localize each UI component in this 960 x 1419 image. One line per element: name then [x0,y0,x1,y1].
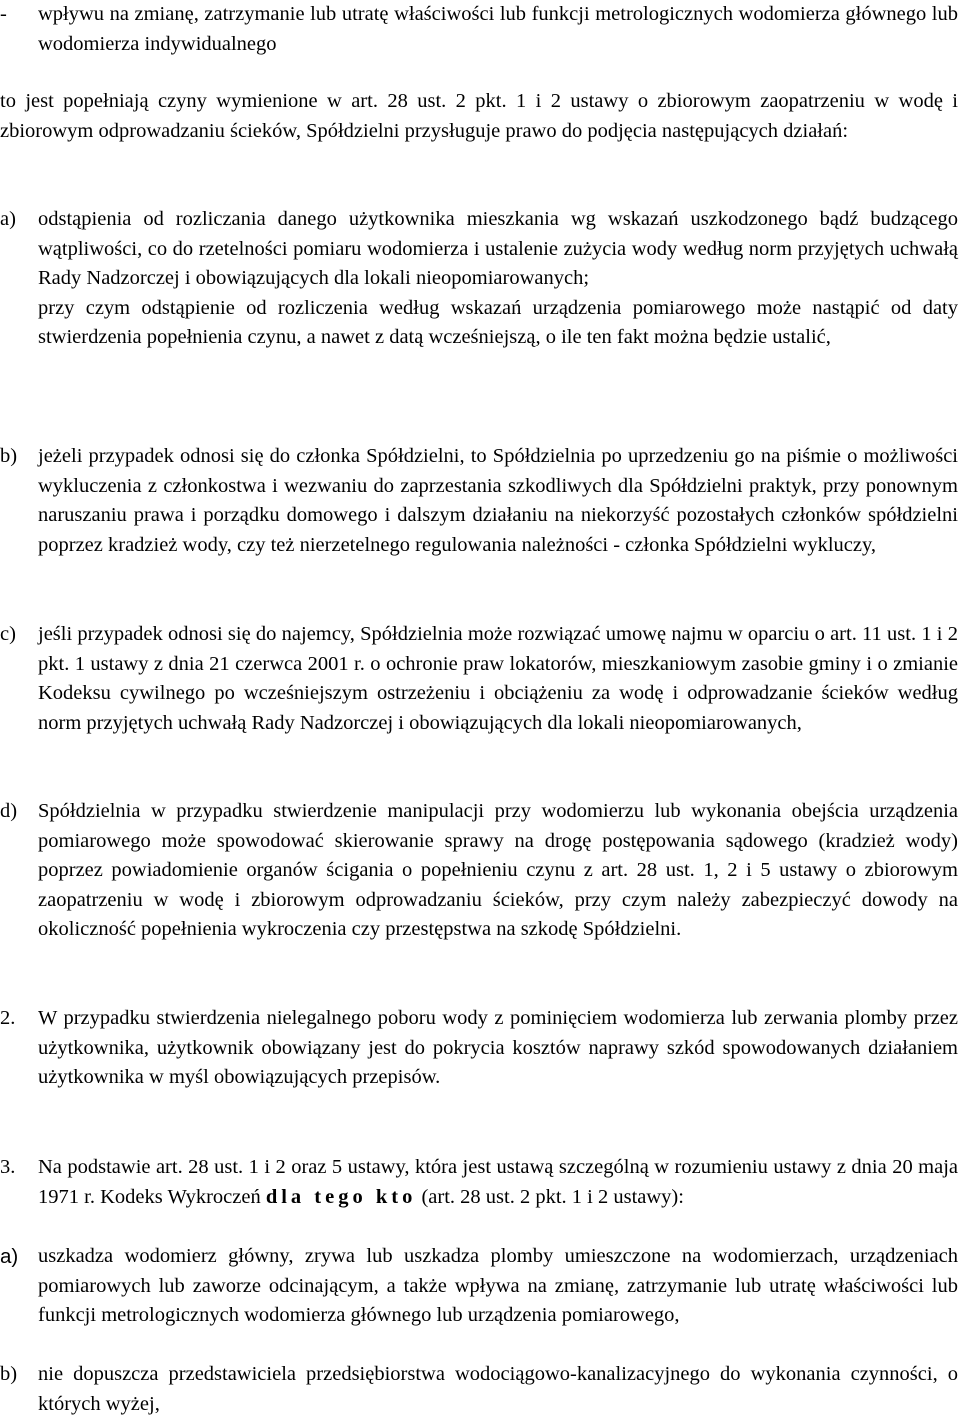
section-3-text [38,1153,958,1212]
intro-dash-item [0,0,958,59]
intro-paragraph: to jest popełniają czyny wymienione w art. 28 ust. 2 pkt. 1 i 2 ustawy o zbiorowym zaopatrzeniu w wodę i zbiorowym odprowadzaniu ścieków, Spółdzielni przysługuje prawo do podjęcia następujących działań: [0,90,958,142]
section-number: 2. [0,1007,16,1029]
list-marker: a) [0,1245,19,1268]
offence-item-a [0,1242,958,1331]
action-item-a [0,205,958,353]
list-marker: a) [0,208,16,230]
section-3 [0,1153,958,1212]
intro-dash-text: wpływu na zmianę, zatrzymanie lub utratę właściwości lub funkcji metrologicznych wodomierza głównego lub wodomierza indywidualnego [38,3,958,55]
action-item-b [0,442,958,560]
offence-b-text: nie dopuszcza przedstawiciela przedsiębiorstwa wodociągowo-kanalizacyjnego do wykonania czynności, o których wyżej, [38,1363,958,1415]
list-marker: b) [0,445,18,467]
action-a-paragraph-1: odstąpienia od rozliczania danego użytkownika mieszkania wg wskazań uszkodzonego bądź budzącego wątpliwości, co do rzetelności pomiaru wodomierza i ustalenie zużycia wody według norm przyjętych uchwałą Rady Nadzorczej i obowiązujących dla lokali nieopomiarowanych; [38,208,958,290]
offence-a-text: uszkadza wodomierz główny, zrywa lub uszkadza plomby umieszczone na wodomierzach, urządzeniach pomiarowych lub zaworze odcinającym, a także wpływa na zmianę, zatrzymanie lub utratę właściwości lub funkcji metrologicznych wodomierza głównego lub urządzenia pomiarowego, [38,1245,958,1327]
action-item-d [0,797,958,945]
section-3-emphasis: dla tego kto [265,1185,417,1208]
list-marker: b) [0,1363,18,1385]
section-2-text: W przypadku stwierdzenia nielegalnego poboru wody z pominięciem wodomierza lub zerwania plomby przez użytkownika, użytkownik obowiązany jest do pokrycia kosztów naprawy szkód spowodowanych działaniem użytkownika w myśl obowiązujących przepisów. [38,1007,958,1089]
action-a-paragraph-2: przy czym odstąpienie od rozliczenia według wskazań urządzenia pomiarowego może nastąpić od daty stwierdzenia popełnienia czynu, a nawet z datą wcześniejszą, o ile ten fakt można będzie ustalić, [38,296,958,349]
action-d-text: Spółdzielnia w przypadku stwierdzenie manipulacji przy wodomierzu lub wykonania obejścia urządzenia pomiarowego może spowodować skierowanie sprawy na drogę postępowania sądowego (kradzież wody) poprzez powiadomienie organów ścigania o popełnieniu czynu z art. 28 ust. 1, 2 i 5 ustawy o zbiorowym zaopatrzeniu w wodę i zbiorowym odprowadzaniu ścieków, przy czym należy zabezpieczyć dowody na okoliczność popełnienia wykroczenia czy przestępstwa na szkodę Spółdzielni. [38,800,958,941]
section-number: 3. [0,1156,16,1178]
section-3-text-before: Na podstawie art. 28 ust. 1 i 2 oraz 5 ustawy, która jest ustawą szczególną w rozumieniu ustawy z dnia 20 maja 1971 r. Kodeks Wykroczeń [38,1156,958,1208]
action-b-text: jeżeli przypadek odnosi się do członka Spółdzielni, to Spółdzielnia po uprzedzeniu go na piśmie o możliwości wykluczenia z członkostwa i wezwaniu do zaprzestania szkodliwych dla Spółdzielni praktyk, przy ponownym naruszaniu prawa i porządku domowego i dalszym działaniu na niekorzyść pozostałych członków spółdzielni poprzez kradzież wody, czy też nierzetelnego regulowania należności - członka Spółdzielni wykluczy, [38,445,958,556]
dash-marker: - [0,3,7,25]
action-c-text: jeśli przypadek odnosi się do najemcy, Spółdzielnia może rozwiązać umowę najmu w oparciu o art. 11 ust. 1 i 2 pkt. 1 ustawy z dnia 21 czerwca 2001 r. o ochronie praw lokatorów, mieszkaniowym zasobie gminy i o zmianie Kodeksu cywilnego po wcześniejszym ostrzeżeniu i obciążeniu za wodę i odprowadzanie ścieków według norm przyjętych uchwałą Rady Nadzorczej i obowiązujących dla lokali nieopomiarowanych, [38,623,958,734]
offence-item-b [0,1360,958,1419]
action-a-body [38,205,958,353]
section-3-text-after: (art. 28 ust. 2 pkt. 1 i 2 ustawy): [416,1185,684,1208]
list-marker: d) [0,800,18,822]
action-item-c [0,620,958,738]
list-marker: c) [0,623,16,645]
section-2 [0,1004,958,1093]
